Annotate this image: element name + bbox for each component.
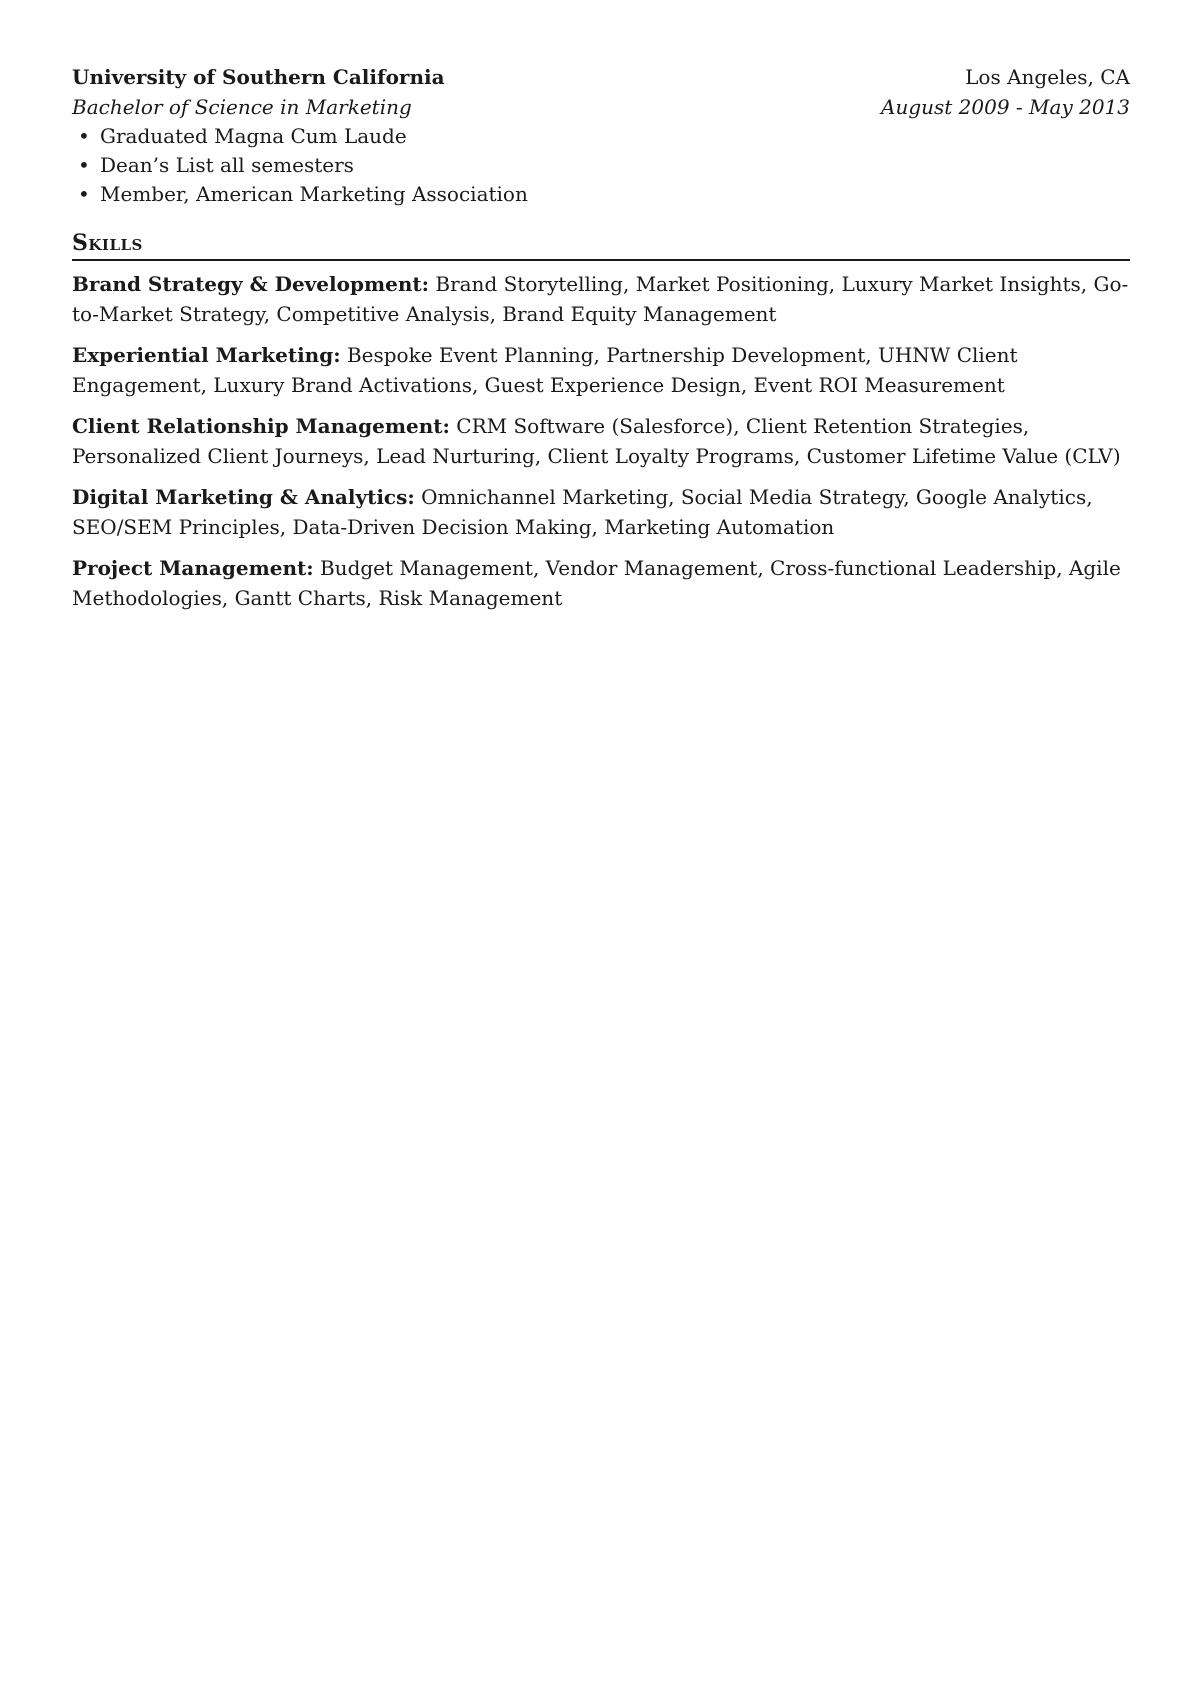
bullet-text: Member, American Marketing Association: [100, 182, 528, 206]
skill-category: Experiential Marketing:: [72, 343, 341, 367]
bullet-text: Dean’s List all semesters: [100, 153, 354, 177]
skill-details: Bespoke Event Planning, Partnership Development, UHNW Client Engagement, Luxury Brand Activations, Guest Experience Design, Event ROI Measurement: [72, 343, 1018, 397]
degree: Bachelor of Science in Marketing: [72, 95, 412, 119]
education-header-row: [72, 62, 1130, 92]
skill-details: CRM Software (Salesforce), Client Retention Strategies, Personalized Client Journeys, Lead Nurturing, Client Loyalty Programs, Customer Lifetime Value (CLV): [72, 414, 1121, 468]
list-item: [72, 151, 1130, 180]
education-bullets: [72, 122, 1130, 209]
bullet-icon: •: [78, 124, 90, 148]
skill-category: Client Relationship Management:: [72, 414, 450, 438]
education-degree-row: [72, 92, 1130, 122]
skill-item-project-management: [72, 553, 1130, 613]
bullet-icon: •: [78, 153, 90, 177]
list-item: [72, 180, 1130, 209]
education-dates: August 2009 - May 2013: [881, 95, 1130, 119]
skill-category: Project Management:: [72, 556, 314, 580]
skill-item-client-relationship: [72, 411, 1130, 471]
bullet-icon: •: [78, 182, 90, 206]
skills-heading: Skills: [72, 229, 1130, 261]
skill-category: Digital Marketing & Analytics:: [72, 485, 415, 509]
list-item: [72, 122, 1130, 151]
skills-list: [72, 269, 1130, 613]
school-location: Los Angeles, CA: [965, 65, 1130, 89]
skill-details: Omnichannel Marketing, Social Media Strategy, Google Analytics, SEO/SEM Principles, Data-Driven Decision Making, Marketing Automation: [72, 485, 1093, 539]
school-name: University of Southern California: [72, 65, 445, 89]
bullet-text: Graduated Magna Cum Laude: [100, 124, 407, 148]
skill-details: Brand Storytelling, Market Positioning, Luxury Market Insights, Go-to-Market Strategy, Competitive Analysis, Brand Equity Management: [72, 272, 1129, 326]
skill-item-experiential-marketing: [72, 340, 1130, 400]
skill-category: Brand Strategy & Development:: [72, 272, 430, 296]
skill-item-brand-strategy: [72, 269, 1130, 329]
skill-details: Budget Management, Vendor Management, Cross-functional Leadership, Agile Methodologies, Gantt Charts, Risk Management: [72, 556, 1121, 610]
education-entry: [72, 62, 1130, 209]
skill-item-digital-marketing: [72, 482, 1130, 542]
resume-page: [72, 62, 1130, 613]
